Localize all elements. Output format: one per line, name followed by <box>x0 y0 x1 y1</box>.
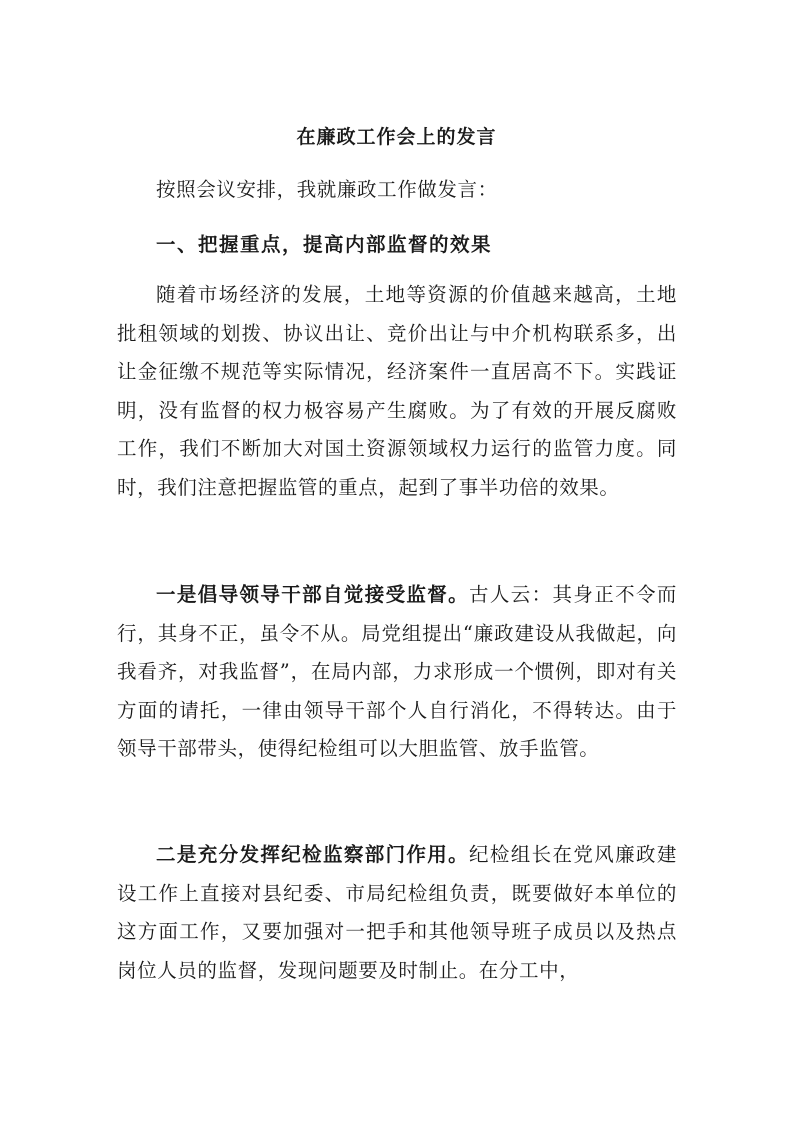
paragraph-lead: 二是充分发挥纪检监察部门作用。 <box>156 843 470 866</box>
body-paragraph: 随着市场经济的发展，土地等资源的价值越来越高，土地批租领域的划拨、协议出让、竞价出让与中介机构联系多，出让金征缴不规范等实际情况，经济案件一直居高不下。实践证明，没有监督的权力极容易产生腐败。为了有效的开展反腐败工作，我们不断加大对国土资源领域权力运行的监管力度。同时，我们注意把握监管的重点，起到了事半功倍的效果。 <box>117 283 677 499</box>
document-title: 在廉政工作会上的发言 <box>296 126 497 148</box>
paragraph-body: 纪检组长在党风廉政建设工作上直接对县纪委、市局纪检组负责，既要做好本单位的这方面工作，又要加强对一把手和其他领导班子成员以及热点岗位人员的监督，发现问题要及时制止。在分工中， <box>117 843 677 982</box>
paragraph-body: 古人云：其身正不令而行，其身不正，虽令不从。局党组提出“廉政建设从我做起，向我看齐，对我监督”，在局内部，力求形成一个惯例，即对有关方面的请托，一律由领导干部个人自行消化，不得转达。由于领导干部带头，使得纪检组可以大胆监管、放手监管。 <box>117 583 677 760</box>
intro-paragraph: 按照会议安排，我就廉政工作做发言： <box>156 178 498 201</box>
body-paragraph-leadership <box>117 576 677 769</box>
paragraph-lead: 一是倡导领导干部自觉接受监督。 <box>156 583 470 606</box>
body-paragraph-discipline <box>117 836 677 990</box>
section-heading: 一、把握重点，提高内部监督的效果 <box>156 233 493 256</box>
